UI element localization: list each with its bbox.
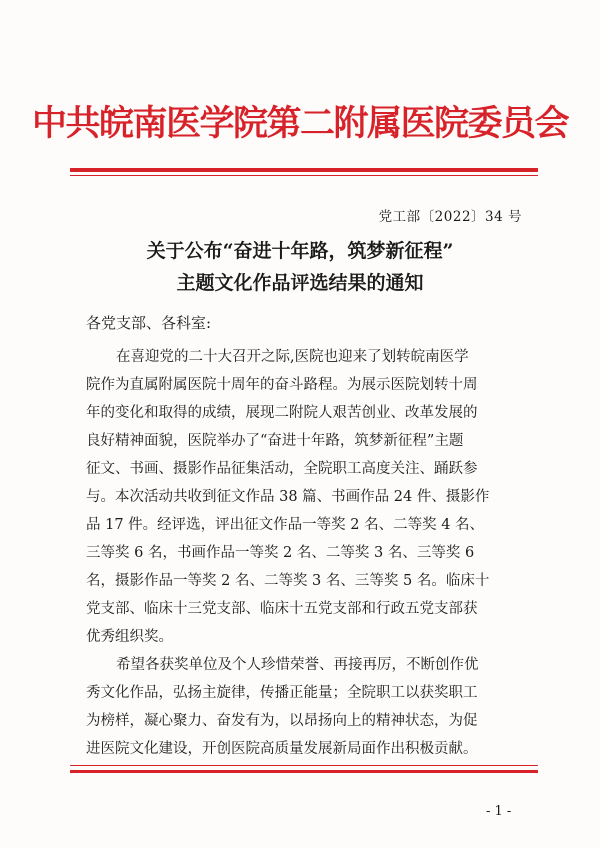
notice-title-line-2: 主题文化作品评选结果的通知 (176, 272, 424, 294)
footer-divider-thin (70, 765, 538, 766)
body-line-7: 品 17 件。经评选，评出征文作品一等奖 2 名、二等奖 4 名、 (86, 517, 485, 533)
body-line-3: 年的变化和取得的成绩，展现二附院人艰苦创业、改革发展的 (86, 405, 478, 421)
body-line-6: 与。本次活动共收到征文作品 38 篇、书画作品 24 件、摄影作 (86, 489, 490, 505)
salutation: 各党支部、各科室: (86, 314, 212, 332)
body-line-5: 征文、书画、摄影作品征集活动，全院职工高度关注、踊跃参 (86, 461, 478, 477)
body-line-15: 进医院文化建设，开创医院高质量发展新局面作出积极贡献。 (86, 741, 478, 757)
body-line-8: 三等奖 6 名，书画作品一等奖 2 名、二等奖 3 名、三等奖 6 (86, 545, 475, 561)
document-number: 党工部〔2022〕34 号 (378, 209, 522, 225)
header-divider-thin (70, 175, 538, 176)
body-line-14: 为榜样，凝心聚力、奋发有为，以昂扬向上的精神状态，为促 (86, 713, 478, 729)
body-line-4: 良好精神面貌，医院举办了“奋进十年路，筑梦新征程”主题 (86, 433, 464, 449)
body-line-1: 在喜迎党的二十大召开之际,医院也迎来了划转皖南医学 (116, 349, 469, 365)
notice-title-line-1: 关于公布“奋进十年路，筑梦新征程” (146, 240, 454, 262)
body-line-13: 秀文化作品，弘扬主旋律，传播正能量；全院职工以获奖职工 (86, 685, 478, 701)
header-divider-thick (70, 168, 538, 172)
body-line-12: 希望各获奖单位及个人珍惜荣誉、再接再厉，不断创作优 (116, 657, 479, 673)
body-line-2: 院作为直属附属医院十周年的奋斗路程。为展示医院划转十周 (86, 377, 478, 393)
page-number: - 1 - (486, 804, 512, 819)
organization-header: 中共皖南医学院第二附属医院委员会 (31, 104, 568, 144)
body-line-11: 优秀组织奖。 (86, 629, 173, 645)
body-line-9: 名，摄影作品一等奖 2 名、二等奖 3 名、三等奖 5 名。临床十 (86, 573, 490, 589)
footer-divider-thick (70, 770, 538, 773)
body-line-10: 党支部、临床十三党支部、临床十五党支部和行政五党支部获 (86, 601, 478, 617)
